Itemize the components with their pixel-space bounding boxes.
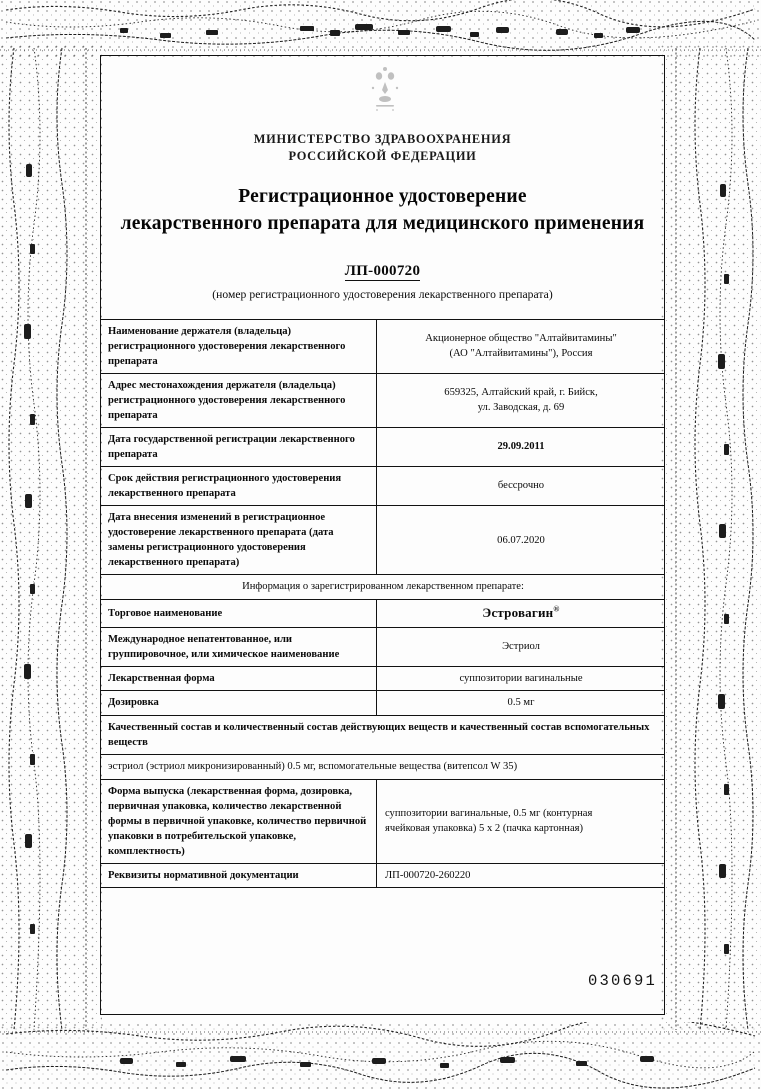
ministry-line-1: МИНИСТЕРСТВО ЗДРАВООХРАНЕНИЯ xyxy=(253,132,512,146)
registered-trademark-icon: ® xyxy=(553,604,560,614)
security-border-right xyxy=(660,44,761,1034)
dosage-form-value: суппозитории вагинальные xyxy=(377,666,665,690)
holder-name-value xyxy=(377,319,665,373)
composition-value: эстриол (эстриол микронизированный) 0.5 мг, вспомогательные вещества (витепсол W 35) xyxy=(101,755,665,779)
holder-name-label: Наименование держателя (владельца) регистрационного удостоверения лекарственного препарата xyxy=(101,319,377,373)
security-border-top xyxy=(0,0,761,58)
release-form-label: Форма выпуска (лекарственная форма, дозировка, первичная упаковка, количество лекарственной формы в первичной упаковке, количество первичной упаковки в потребительской упаковке, комплектность) xyxy=(101,779,377,863)
table-row xyxy=(101,428,665,467)
release-form-line-2: ячейковая упаковка) 5 х 2 (пачка картонная) xyxy=(385,823,584,835)
release-form-line-1: суппозитории вагинальные, 0.5 мг (контурная xyxy=(385,807,593,819)
table-row xyxy=(101,779,665,863)
validity-period-value: бессрочно xyxy=(377,467,665,506)
normative-doc-value: ЛП-000720-260220 xyxy=(377,863,665,887)
holder-address-line-2: ул. Заводская, д. 69 xyxy=(477,402,565,414)
table-row xyxy=(101,715,665,755)
table-row xyxy=(101,506,665,575)
normative-doc-label: Реквизиты нормативной документации xyxy=(101,863,377,887)
trade-name-label: Торговое наименование xyxy=(101,599,377,627)
inn-label: Международное непатентованное, или группировочное, или химическое наименование xyxy=(101,627,377,666)
table-row xyxy=(101,319,665,373)
ministry-line-2: РОССИЙСКОЙ ФЕДЕРАЦИИ xyxy=(288,148,477,163)
holder-name-line-1: Акционерное общество "Алтайвитамины" xyxy=(425,333,617,344)
validity-period-label: Срок действия регистрационного удостоверения лекарственного препарата xyxy=(101,467,377,506)
table-row xyxy=(101,691,665,715)
registration-number-value: ЛП-000720 xyxy=(344,262,421,279)
registration-number xyxy=(100,263,665,280)
holder-address-line-1: 659325, Алтайский край, г. Бийск, xyxy=(444,387,598,399)
holder-address-label: Адрес местонахождения держателя (владельца) регистрационного удостоверения лекарственного препарата xyxy=(101,373,377,427)
table-row xyxy=(101,373,665,427)
product-info-section-header: Информация о зарегистрированном лекарственном препарате: xyxy=(101,575,665,599)
table-row xyxy=(101,627,665,666)
table-row xyxy=(101,666,665,690)
composition-header: Качественный состав и количественный состав действующих веществ и качественный состав вспомогательных веществ xyxy=(101,715,665,755)
certificate-title-line-2: лекарственного препарата для медицинского применения xyxy=(120,212,645,234)
certificate-title-line-1: Регистрационное удостоверение xyxy=(238,186,527,207)
certificate-title xyxy=(100,184,665,238)
amendment-date-label: Дата внесения изменений в регистрационное удостоверение лекарственного препарата (дата замены регистрационного удостоверения лекарственного препарата) xyxy=(101,506,377,575)
registration-number-caption: (номер регистрационного удостоверения лекарственного препарата) xyxy=(212,287,553,301)
table-row xyxy=(101,863,665,887)
certificate-table xyxy=(100,319,665,888)
ministry-heading xyxy=(100,131,665,164)
dosage-form-label: Лекарственная форма xyxy=(101,666,377,690)
serial-number: 030691 xyxy=(588,972,658,990)
inn-value: Эстриол xyxy=(377,627,665,666)
security-border-left xyxy=(0,44,102,1034)
holder-name-line-2: (АО "Алтайвитамины"), Россия xyxy=(449,348,593,360)
trade-name-text: Эстровагин xyxy=(482,604,554,620)
registration-date-label: Дата государственной регистрации лекарственного препарата xyxy=(101,428,377,467)
document-content xyxy=(100,55,665,888)
dosage-value: 0.5 мг xyxy=(377,691,665,715)
table-row xyxy=(101,599,665,627)
release-form-value xyxy=(377,779,665,863)
dosage-label: Дозировка xyxy=(101,691,377,715)
table-row xyxy=(101,467,665,506)
table-row xyxy=(101,575,665,599)
registration-date-value: 29.09.2011 xyxy=(377,428,665,467)
holder-address-value xyxy=(377,373,665,427)
amendment-date-value: 06.07.2020 xyxy=(377,506,665,575)
trade-name-value xyxy=(377,599,665,627)
security-border-bottom xyxy=(0,1022,761,1089)
table-row xyxy=(101,755,665,779)
